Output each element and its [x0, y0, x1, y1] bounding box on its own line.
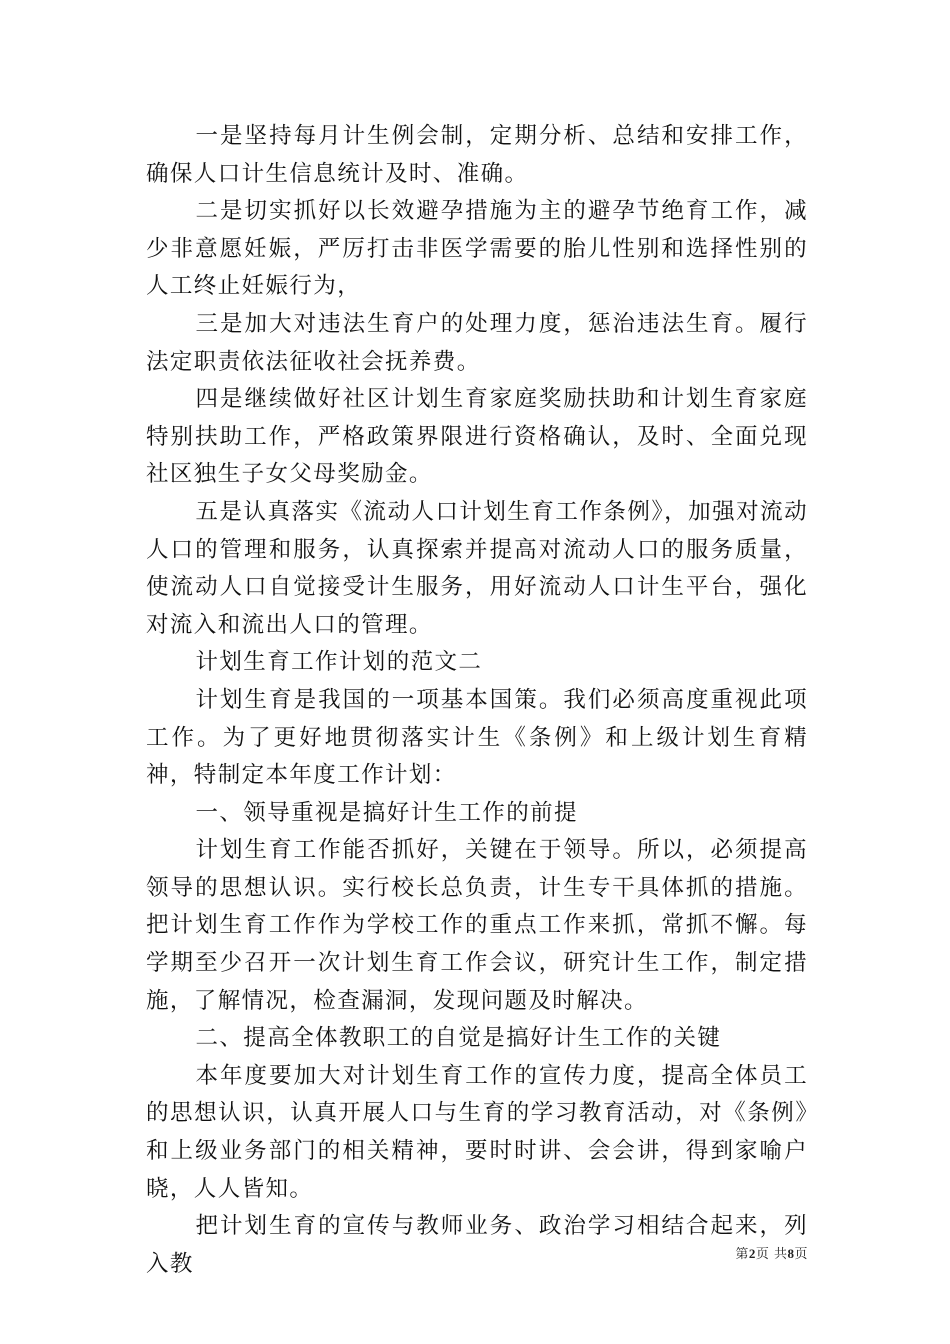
heading-1: 一、领导重视是搞好计生工作的前提: [195, 799, 578, 826]
paragraph-4: 四是继续做好社区计划生育家庭奖励扶助和计划生育家庭特别扶助工作，严格政策界限进行资格确认，及时、全面兑现社区独生子女父母奖励金。: [146, 386, 808, 488]
document-body: [146, 118, 808, 1283]
paragraph-5: 五是认真落实《流动人口计划生育工作条例》，加强对流动人口的管理和服务，认真探索并提高对流动人口的服务质量，使流动人口自觉接受计生服务，用好流动人口计生平台，强化对流入和流出人口的管理。: [146, 498, 808, 638]
footer-prefix: 第: [735, 1247, 749, 1262]
page-number-footer: [735, 1243, 808, 1262]
footer-total-pages: 8: [787, 1246, 795, 1261]
paragraph-7: 计划生育工作能否抓好，关键在于领导。所以，必须提高领导的思想认识。实行校长总负责，计生专干具体抓的措施。把计划生育工作作为学校工作的重点工作来抓，常抓不懈。每学期至少召开一次计划生育工作会议，研究计生工作，制定措施，了解情况，检查漏洞，发现问题及时解决。: [146, 837, 808, 1014]
paragraph-1: 一是坚持每月计生例会制，定期分析、总结和安排工作，确保人口计生信息统计及时、准确。: [146, 123, 808, 187]
footer-middle: 页 共: [755, 1247, 788, 1262]
footer-current-page: 2: [748, 1246, 756, 1261]
paragraph-3: 三是加大对违法生育户的处理力度，惩治违法生育。履行法定职责依法征收社会抚养费。: [146, 310, 808, 375]
heading-2: 二、提高全体教职工的自觉是搞好计生工作的关键: [195, 1025, 722, 1052]
paragraph-9: 把计划生育的宣传与教师业务、政治学习相结合起来，列入教: [146, 1213, 808, 1277]
paragraph-6: 计划生育是我国的一项基本国策。我们必须高度重视此项工作。为了更好地贯彻落实计生《条例》和上级计划生育精神，特制定本年度工作计划：: [146, 686, 808, 789]
paragraph-8: 本年度要加大对计划生育工作的宣传力度，提高全体员工的思想认识，认真开展人口与生育的学习教育活动，对《条例》和上级业务部门的相关精神，要时时讲、会会讲，得到家喻户晓，人人皆知。: [146, 1062, 808, 1202]
section-title-fanwen-er: 计划生育工作计划的范文二: [195, 649, 483, 676]
paragraph-2: 二是切实抓好以长效避孕措施为主的避孕节绝育工作，减少非意愿妊娠，严厉打击非医学需要的胎儿性别和选择性别的人工终止妊娠行为，: [146, 198, 808, 300]
footer-suffix: 页: [794, 1247, 808, 1262]
